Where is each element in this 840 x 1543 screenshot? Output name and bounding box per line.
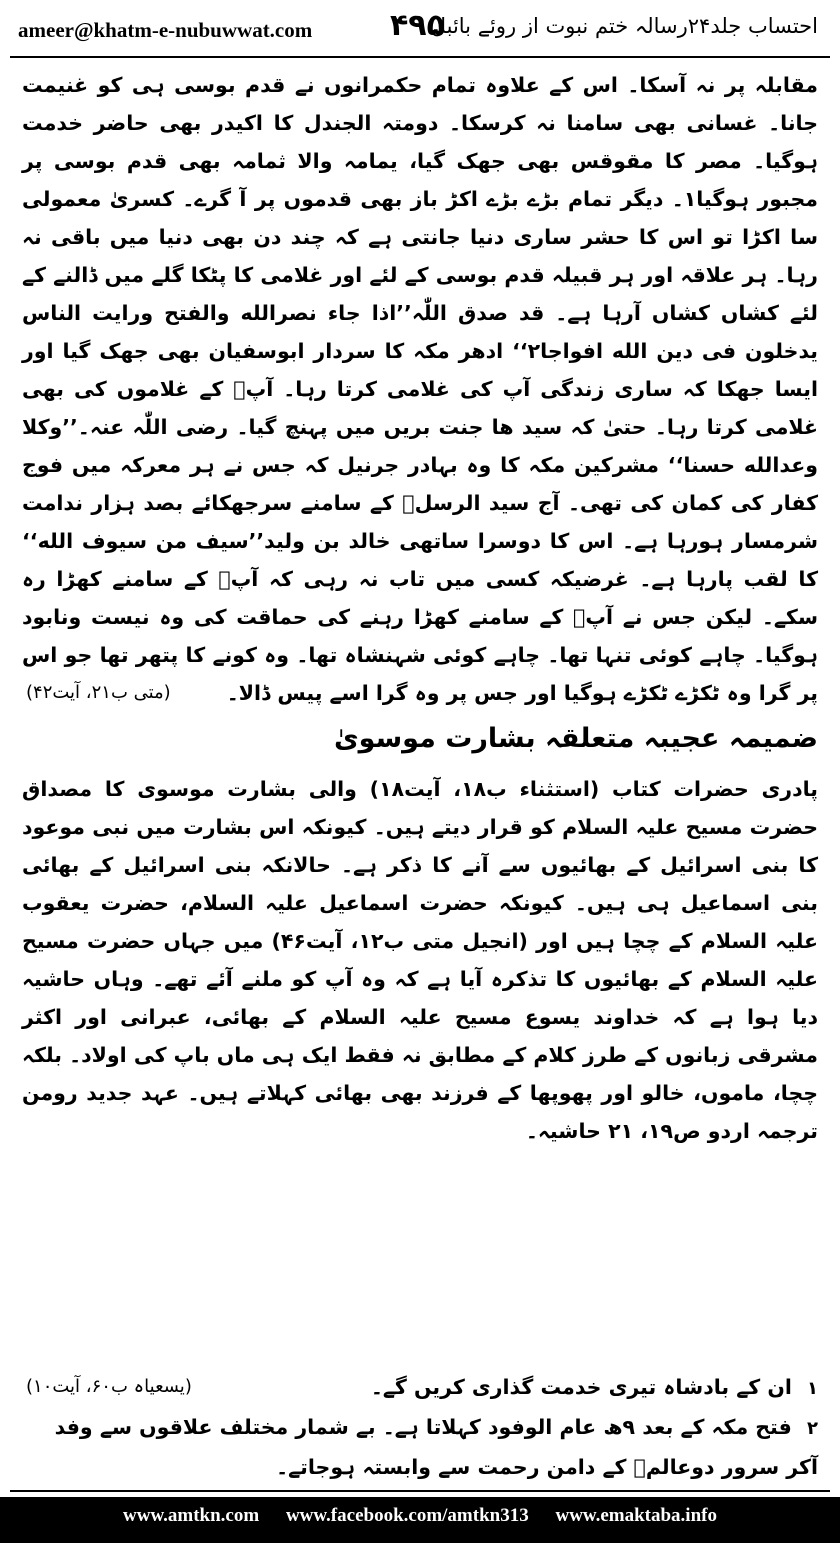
page-header [10,0,830,64]
reference-1: (متی ب۲۱، آیت۴۲) [26,682,171,703]
footer-links [0,1505,840,1527]
page-number: ۴۹۵ [390,8,445,43]
section-heading: ضمیمہ عجیبہ متعلقہ بشارت موسویٰ [333,723,818,754]
main-text [22,66,818,1150]
footnote-1-number: ۱ [807,1378,818,1399]
footnote-1 [22,1368,818,1408]
footer-link-emaktaba[interactable]: www.emaktaba.info [555,1505,717,1526]
body-paragraph-2: پادری حضرات کتاب (استثناء ب۱۸، آیت۱۸) والی بشارت موسوی کا مصداق حضرت مسیح علیہ السلام کو قرار دیتے ہیں۔ کیونکہ اس بشارت میں نبی موعود کا بنی اسرائیل کے بھائیوں سے آنے کا ذکر ہے۔ حالانکہ بنی اسرائیل کے بھائی بنی اسماعیل ہی ہیں۔ کیونکہ حضرت اسماعیل علیہ السلام، حضرت یعقوب علیہ السلام کے چچا ہیں اور (انجیل متی ب۱۲، آیت۴۶) میں جہاں حضرت مسیح علیہ السلام کے بھائیوں کا تذکرہ آیا ہے کہ وہ آپ کو ملنے آئے تھے۔ وہاں حاشیہ دیا ہوا ہے کہ خداوند یسوع مسیح علیہ السلام کے بھائی، عبرانی اور اکثر مشرقی زبانوں کے طرز کلام کے مطابق نہ فقط ایک ہی ماں باپ کی اولاد۔ بلکہ چچا، ماموں، خالو اور پھوپھا کے فرزند بھی بھائی کہلاتے ہیں۔ عہد جدید رومن ترجمہ اردو ص۱۹، ۲۱ حاشیہ۔ [22,777,818,1143]
footnote-2-number: ۲ [807,1418,818,1439]
footnote-1-text: ان کے بادشاہ تیری خدمت گذاری کریں گے۔ [370,1375,792,1399]
footer-link-amtkn[interactable]: www.amtkn.com [123,1505,260,1526]
body-paragraph-1 [22,66,818,712]
header-title: احتساب جلد۲۴رسالہ ختم نبوت از روئے بائبل [430,14,818,38]
header-email[interactable]: ameer@khatm-e-nubuwwat.com [18,18,313,42]
footnote-1-ref: (یسعیاہ ب۶۰، آیت۱۰) [26,1376,192,1397]
footnotes [22,1368,818,1486]
footnote-2 [22,1408,818,1486]
paragraph-1-text: مقابلہ پر نہ آسکا۔ اس کے علاوہ تمام حکمرانوں نے قدم بوسی ہی کو غنیمت جانا۔ غسانی بھی سامنا نہ کرسکا۔ دومتہ الجندل کا اکیدر بھی حاضر خدمت ہوگیا۔ مصر کا مقوقس بھی جھک گیا، یمامہ والا ثمامہ بھی قدم بوسی پر مجبور ہوگیا۱۔ دیگر تمام بڑے بڑے اکڑ باز بھی قدموں پر آ گرے۔ کسریٰ معمولی سا اکڑا تو اس کا حشر ساری دنیا جانتی ہے کہ چند دن بھی دنیا میں باقی نہ رہا۔ ہر علاقہ اور ہر قبیلہ قدم بوسی کے لئے اور غلامی کا پٹکا گلے میں ڈالنے کے لئے کشاں کشاں آرہا ہے۔ قد صدق اللّٰہ’’اذا جاء نصرالله والفتح ورایت الناس یدخلون فی دین الله افواجا۲‘‘ ادھر مکہ کا سردار ابوسفیان بھی جھک گیا اور ایسا جھکا کہ ساری زندگی آپ کی غلامی کرتا رہا۔ آپؐ کے غلاموں کی بھی غلامی کرتا رہا۔ حتیٰ کہ سید ھا جنت بریں میں پہنچ گیا۔ رضی اللّٰہ عنہ۔’’وکلا وعدالله حسنا‘‘ مشرکین مکہ کا وہ بہادر جرنیل کہ جس نے ہر معرکہ میں فوج کفار کی کمان کی تھی۔ آج سید الرسلؐ کے سامنے سرجھکائے بصد ہزار ندامت شرمسار ہورہا ہے۔ اس کا دوسرا ساتھی خالد بن ولید’’سیف من سیوف الله‘‘ کا لقب پارہا ہے۔ غرضیکہ کسی میں تاب نہ رہی کہ آپؐ کے سامنے کھڑا رہ سکے۔ لیکن جس نے آپؐ کے سامنے کھڑا رہنے کی حماقت کی وہ نیست ونابود ہوگیا۔ چاہے کوئی تنہا تھا۔ چاہے کوئی شہنشاہ تھا۔ وہ کونے کا پتھر تھا جو اس پر گرا وہ ٹکڑے ٹکڑے ہوگیا اور جس پر وہ گرا اسے پیس ڈالا۔ [22,73,818,705]
header-rule [10,56,830,58]
footnote-2-text: فتح مکہ کے بعد ۹ھ عام الوفود کہلاتا ہے۔ بے شمار مختلف علاقوں سے وفد آکر سرور دوعالمؐ کے دامن رحمت سے وابستہ ہوجاتے۔ [54,1415,818,1479]
footer-link-facebook[interactable]: www.facebook.com/amtkn313 [285,1505,529,1526]
footer-rule [10,1490,830,1492]
